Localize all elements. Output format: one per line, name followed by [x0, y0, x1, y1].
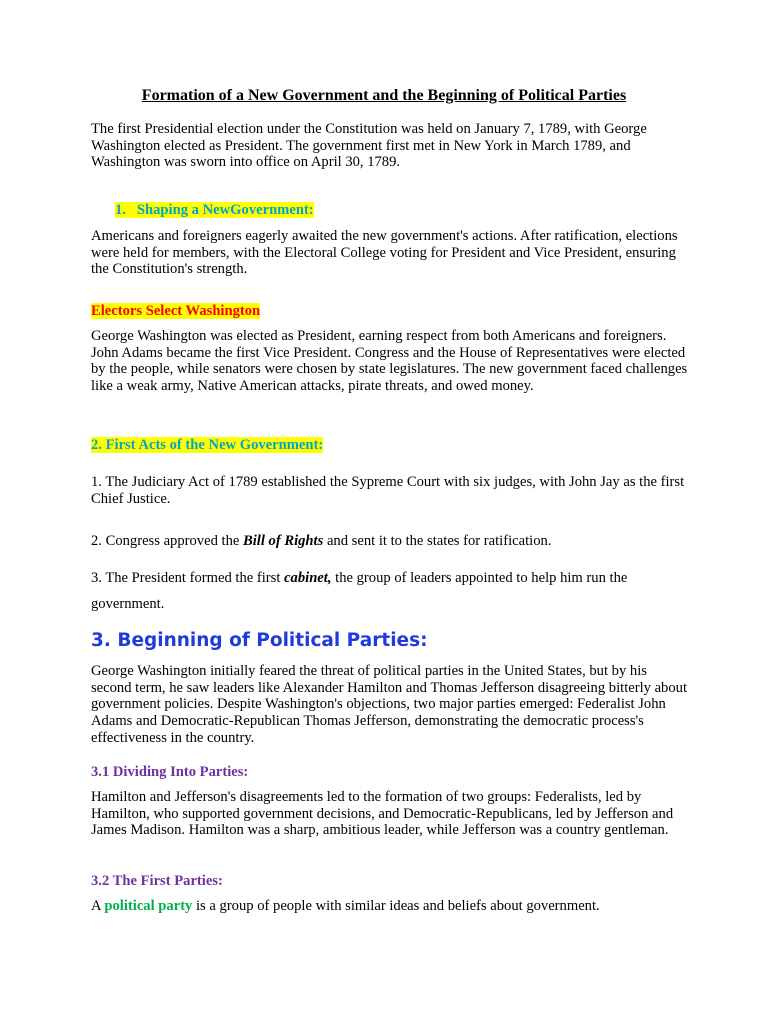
- electors-paragraph: George Washington was elected as President, earning respect from both Americans and foreigners. John Adams became the first Vice President. Congress and the House of Representatives were elected by the people, while senators were chosen by state legislatures. The new government faced challenges like a weak army, Native American attacks, pirate threats, and owed money.: [91, 328, 688, 395]
- subsection-3-2-heading: 3.2 The First Parties:: [91, 873, 223, 889]
- subsection-3-1-heading: 3.1 Dividing Into Parties:: [91, 764, 249, 780]
- subsection-heading-electors-text: Electors Select Washington: [91, 303, 261, 319]
- page-title: Formation of a New Government and the Beginning of Political Parties: [141, 87, 627, 104]
- section-1-paragraph: Americans and foreigners eagerly awaited the new government's actions. After ratification, elections were held for members, with the Electoral College voting for President and Vice President, ensuring the Constitution's strength.: [91, 228, 678, 278]
- section-1-heading-text: Shaping a NewGovernment:: [136, 202, 314, 218]
- cabinet-term: cabinet,: [284, 570, 332, 586]
- section-1-heading: [115, 202, 715, 219]
- section-2-heading-text: 2. First Acts of the New Government:: [91, 437, 324, 453]
- section-3-paragraph: George Washington initially feared the threat of political parties in the United States, but by his second term, he saw leaders like Alexander Hamilton and Thomas Jefferson disagreeing bitterly about government policies. Despite Washington's objections, two major parties emerged: Federalist John Adams and Democratic-Republican Thomas Jefferson, demonstrating the democratic process's effectiveness in the country.: [91, 663, 688, 746]
- section-2-heading: [91, 437, 691, 454]
- first-acts-item-3: 3. The President formed the first cabinet, the group of leaders appointed to help him run the: [91, 570, 628, 586]
- bill-of-rights-term: Bill of Rights: [243, 533, 324, 549]
- subsection-heading-electors: [91, 303, 691, 320]
- intro-paragraph: The first Presidential election under the Constitution was held on January 7, 1789, with George Washington elected as President. The government first met in New York in March 1789, and Washington was sworn into office on April 30, 1789.: [91, 121, 647, 171]
- first-acts-item-2: 2. Congress approved the Bill of Rights and sent it to the states for ratification.: [91, 533, 552, 549]
- first-acts-item-1: 1. The Judiciary Act of 1789 established the Sypreme Court with six judges, with John Jay as the first Chief Justice.: [91, 474, 685, 507]
- subsection-3-2-paragraph: A political party is a group of people with similar ideas and beliefs about government.: [91, 898, 600, 914]
- section-1-number: 1.: [115, 202, 126, 218]
- political-party-term: political party: [104, 898, 193, 914]
- first-acts-item-3-continued: government.: [91, 596, 165, 612]
- subsection-3-1-paragraph: Hamilton and Jefferson's disagreements led to the formation of two groups: Federalists, led by Hamilton, who supported government decisions, and Democratic-Republicans, led by Jefferson and James Madison. Hamilton was a sharp, ambitious leader, while Jefferson was a country gentleman.: [91, 789, 674, 839]
- section-3-heading: 3. Beginning of Political Parties:: [91, 630, 428, 651]
